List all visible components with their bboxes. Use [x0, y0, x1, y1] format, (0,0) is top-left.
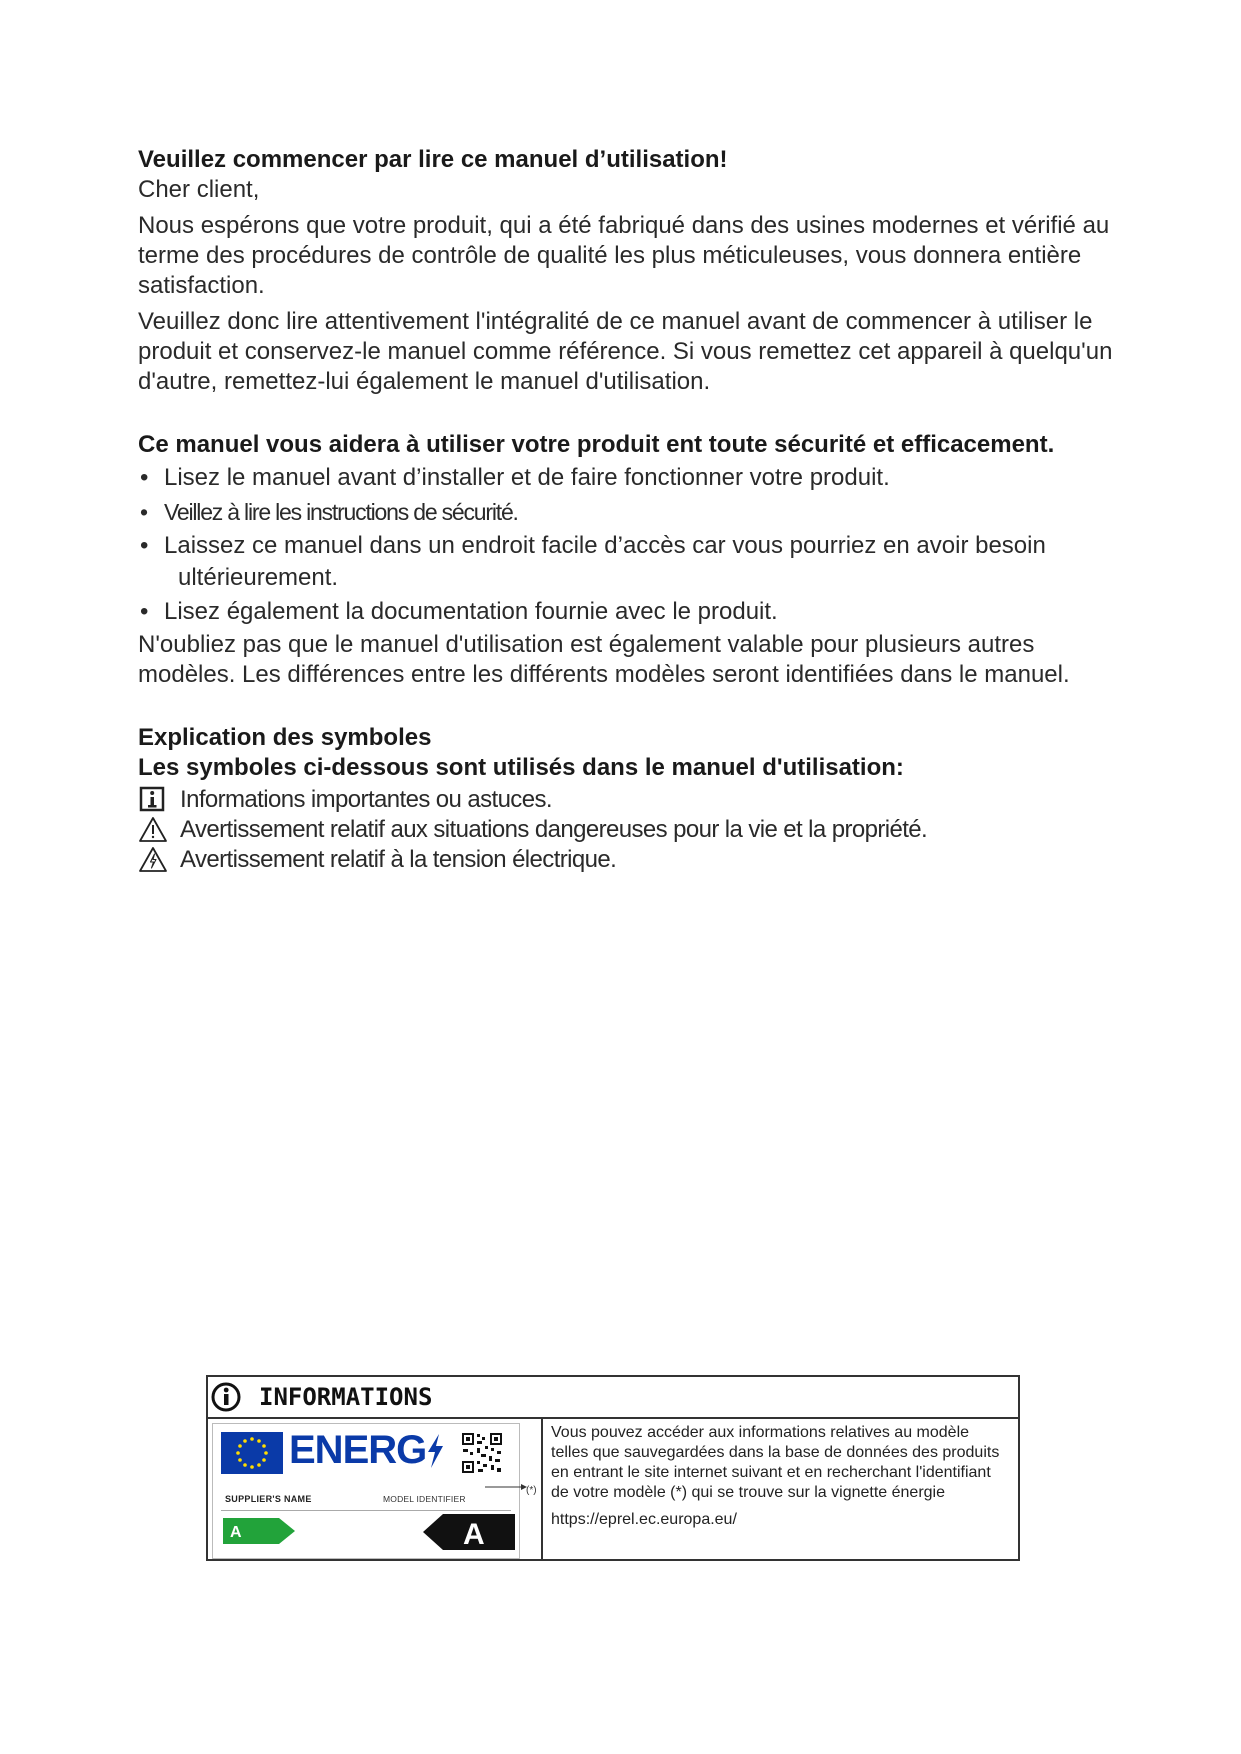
energy-label-cell [208, 1419, 543, 1559]
intro-heading: Veuillez commencer par lire ce manuel d’utilisation! [138, 146, 728, 173]
symbol-row-warning: Avertissement relatif aux situations dangereuses pour la vie et la propriété. [138, 815, 1118, 845]
guide-bullet-list [138, 462, 1118, 628]
qr-code-icon [461, 1432, 503, 1474]
intro-paragraph-1: Nous espérons que votre produit, qui a été fabriqué dans des usines modernes et vérifié au terme des procédures de contrôle de qualité les plus méticuleuses, vous donnera entière satisfaction. [138, 212, 1110, 299]
eprel-description [543, 1419, 1018, 1559]
list-item: • Lisez le manuel avant d’installer et de faire fonctionner votre produit. [140, 464, 890, 491]
warning-icon [138, 816, 170, 844]
info-box-header [208, 1377, 1018, 1419]
symbols-heading: Explication des symboles [138, 724, 432, 751]
list-item: • Veillez à lire les instructions de sécurité. [140, 499, 518, 525]
info-box-body [208, 1419, 1018, 1559]
energy-wordmark: ENERG [289, 1428, 444, 1473]
guide-heading: Ce manuel vous aidera à utiliser votre produit ent toute sécurité et efficacement. [138, 431, 1055, 458]
electric-warning-icon [138, 846, 170, 874]
eprel-info-box [206, 1375, 1020, 1561]
model-marker: (*) [526, 1485, 537, 1496]
bullet-continuation: ultérieurement. [178, 564, 339, 591]
info-icon [138, 786, 170, 814]
info-icon [211, 1382, 241, 1412]
efficiency-class-indicator [423, 1514, 515, 1550]
eprel-url[interactable]: https://eprel.ec.europa.eu/ [551, 1511, 737, 1528]
greeting: Cher client, [138, 176, 260, 203]
main-content [138, 145, 1118, 875]
symbol-row-electric: Avertissement relatif à la tension électrique. [138, 845, 1118, 875]
eu-flag-icon [221, 1432, 283, 1474]
supplier-name: SUPPLIER'S NAME [225, 1494, 312, 1504]
arrow-right-icon [485, 1481, 529, 1493]
symbols-subheading: Les symboles ci-dessous sont utilisés dans le manuel d'utilisation: [138, 754, 904, 781]
model-identifier: MODEL IDENTIFIER [383, 1494, 466, 1504]
list-item: • Lisez également la documentation fournie avec le produit. [140, 598, 778, 625]
info-box-title: INFORMATIONS [259, 1383, 433, 1411]
list-item: • Laissez ce manuel dans un endroit facile d’accès car vous pourriez en avoir besoin ultérieurement. [138, 530, 1118, 594]
eprel-text: Vous pouvez accéder aux informations relatives au modèle telles que sauvegardées dans la base de données des produits en entrant le site internet suivant et en recherchant l'identifiant de votre modèle (*) qui se trouve sur la vignette énergie [551, 1424, 1000, 1501]
efficiency-class-big: A [463, 1518, 485, 1550]
efficiency-class-arrow [223, 1518, 295, 1544]
energy-label [212, 1423, 520, 1559]
symbols-list [138, 785, 1118, 875]
efficiency-class-small: A [230, 1524, 242, 1541]
symbol-row-info: Informations importantes ou astuces. [138, 785, 1118, 815]
intro-paragraph-2: Veuillez donc lire attentivement l'intégralité de ce manuel avant de commencer à utiliser le produit et conservez-le manuel comme référence. Si vous remettez cet appareil à quelqu'un d'autre, remettez-lui également le manuel d'utilisation. [138, 308, 1113, 395]
divider [221, 1510, 511, 1511]
guide-note: N'oubliez pas que le manuel d'utilisation est également valable pour plusieurs autres modèles. Les différences entre les différents modèles seront identifiées dans le manuel. [138, 631, 1070, 688]
lightning-icon [426, 1434, 444, 1468]
